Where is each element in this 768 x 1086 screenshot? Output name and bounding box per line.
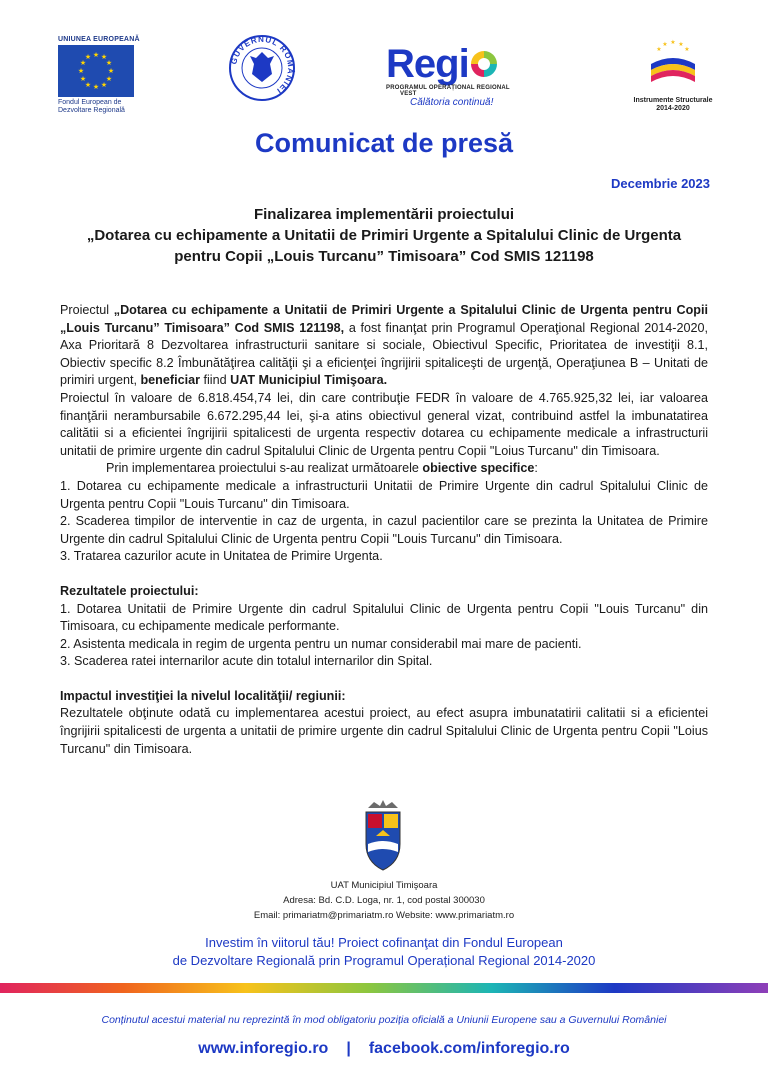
eu-logo-caption xyxy=(58,99,140,115)
svg-text:★: ★ xyxy=(100,81,108,89)
eu-logo xyxy=(58,36,140,115)
disclaimer: Conținutul acestui material nu reprezintă în mod obligatoriu poziția oficială a Uniunii Europene sau a Guvernului României xyxy=(101,1014,667,1026)
rainbow-divider xyxy=(0,983,768,993)
press-body xyxy=(60,302,708,758)
regio-subtitle-text: PROGRAMUL OPERAȚIONAL REGIONAL xyxy=(386,85,510,91)
svg-text:★: ★ xyxy=(656,46,662,53)
value-paragraph: Proiectul în valoare de 6.818.454,74 lei, din care contribuţie FEDR în valoare de 4.765.925,32 lei, iar valoarea finanţării nerambursabile 6.672.295,44 lei, şi-a atins obiectivul general vizat, contribuind astfel la imbunatatirea calitătii si a eficientei îngrijirii spitalicesti de urgenta respectiv dotarea cu echipamente medicale a infrastructurii unitatii de primire urgente din cadrul Spitalului Clinic de Urgenta pentru Copii "Loius Turcanu" din Timisoara. xyxy=(60,390,708,458)
contact-block xyxy=(0,878,768,923)
impact-heading: Impactul investiţiei la nivelul localităţii/ regiunii: xyxy=(60,688,346,703)
objectives-intro-text: Prin implementarea proiectului s-au realizat următoarele xyxy=(106,461,423,476)
headline-line: „Dotarea cu echipamente a Unitatii de Primiri Urgente a Spitalului Clinic de Urgenta xyxy=(86,227,682,244)
intro-paragraph xyxy=(60,302,708,390)
government-name: GUVERNUL ROMÂNIEI xyxy=(229,34,296,96)
eu-flag-icon xyxy=(58,45,134,97)
regio-o-icon xyxy=(469,49,499,79)
result-item: 3. Scaderea ratei internarilor acute din totalul internarilor din Spital. xyxy=(60,654,433,669)
svg-text:★: ★ xyxy=(105,59,113,67)
svg-text:★: ★ xyxy=(77,67,85,75)
intro-text: Proiectul xyxy=(60,303,114,317)
result-item: 2. Asistenta medicala in regim de urgenta pentru un numar considerabil mai mare de pacienti. xyxy=(60,636,582,651)
svg-text:★: ★ xyxy=(670,39,676,46)
beneficiary-label: beneficiar xyxy=(140,373,200,388)
eu-logo-title: UNIUNEA EUROPEANĂ xyxy=(58,36,140,43)
headline xyxy=(40,204,728,267)
facebook-link[interactable]: facebook.com/inforegio.ro xyxy=(368,1040,570,1057)
svg-text:★: ★ xyxy=(84,53,92,61)
objectives-label: obiective specifice xyxy=(422,461,535,476)
headline-line: pentru Copii „Louis Turcanu” Timisoara” Cod SMIS 121198 xyxy=(174,248,594,265)
footer-links xyxy=(0,1040,768,1058)
coat-of-arms-icon xyxy=(362,800,404,872)
regio-subtitle xyxy=(386,85,526,97)
regio-logo xyxy=(386,44,526,108)
beneficiary-name: UAT Municipiul Timişoara. xyxy=(230,373,388,388)
logo-bar xyxy=(0,30,768,120)
contact-info: Email: primariatm@primariatm.ro Website: www.primariatm.ro xyxy=(253,910,515,921)
government-logo xyxy=(228,34,296,102)
funding-line: Investim în viitorul tău! Proiect cofinanţat din Fondul European xyxy=(205,935,563,950)
is-caption-line: Instrumente Structurale xyxy=(633,97,713,104)
regio-wordmark: Regi xyxy=(386,42,469,86)
svg-text:★: ★ xyxy=(100,53,108,61)
structural-instruments-icon xyxy=(643,36,703,92)
objective-item: 3. Tratarea cazurilor acute in Unitatea de Primire Urgenta. xyxy=(60,549,383,564)
postal-address: Adresa: Bd. C.D. Loga, nr. 1, cod postal 300030 xyxy=(283,895,485,906)
result-item: 1. Dotarea Unitatii de Primire Urgente din cadrul Spitalului Clinic de Urgenta pentru Copii "Louis Turcanu" din Timisoara, cu echipamente medicale performante. xyxy=(60,601,708,634)
regio-region: VEST xyxy=(400,91,417,97)
svg-text:★: ★ xyxy=(105,75,113,83)
regio-tagline: Călătoria continuă! xyxy=(410,97,494,108)
objectives-intro-text: : xyxy=(534,461,538,476)
svg-text:★: ★ xyxy=(662,41,668,48)
website-link[interactable]: www.inforegio.ro xyxy=(198,1040,329,1057)
funding-line: de Dezvoltare Regională prin Programul Operațional Regional 2014-2020 xyxy=(172,953,596,968)
is-caption-line: 2014-2020 xyxy=(656,105,690,112)
structural-instruments-caption xyxy=(628,97,718,113)
release-date: Decembrie 2023 xyxy=(610,176,710,191)
objective-item: 1. Dotarea cu echipamente medicale a infrastructurii Unitatii de Primire Urgente din cadrul Spitalului Clinic de Urgenta pentru Copii "Louis Turcanu" din Timisoara. xyxy=(60,478,708,511)
intro-text: a fost finanţat prin Programul Operaţional Regional 2014-2020, Axa Prioritară 8 Dezvoltarea infrastructurii sanitare si sociale, Obiectivul Specific, Prioritatea de investiţii 8.1, Obiectiv specific 8.2 Îmbunătăţirea calităţii şi a eficienţei îngrijirii spitaliceşti de urgenţă, Operaţiunea B – Unitati de primiri urgent, xyxy=(60,320,708,388)
svg-text:★: ★ xyxy=(107,67,115,75)
intro-text: fiind xyxy=(199,373,231,388)
svg-text:★: ★ xyxy=(79,75,87,83)
svg-text:★: ★ xyxy=(79,59,87,67)
impact-text: Rezultatele obţinute odată cu implementarea acestui proiect, au efect asupra imbunatatirii calitatii si a eficientei îngrijirii spitalicesti de urgenta a unitatii de primire urgente din cadrul Spitalului Clinic de Urgenta pentru Copii "Loius Turcanu" din Timisoara. xyxy=(60,706,708,756)
link-separator: | xyxy=(346,1040,351,1057)
eu-caption-line: Dezvoltare Regională xyxy=(58,107,125,114)
eu-caption-line: Fondul European de xyxy=(58,99,122,106)
svg-text:★: ★ xyxy=(84,81,92,89)
results-heading: Rezultatele proiectului: xyxy=(60,583,199,598)
objectives-intro xyxy=(60,460,708,478)
svg-text:★: ★ xyxy=(92,51,100,59)
page-title: Comunicat de presă xyxy=(254,128,514,158)
headline-line: Finalizarea implementării proiectului xyxy=(253,206,515,223)
project-name: „Dotarea cu echipamente a Unitatii de Primiri Urgente a Spitalului Clinic de Urgenta pentru Copii „Louis Turcanu” Timisoara” Cod SMIS 121198, xyxy=(60,303,709,335)
objective-item: 2. Scaderea timpilor de interventie in caz de urgenta, in cazul pacientilor care se prezinta la Unitatea de Primire Urgente din cadrul Spitalului Clinic de Urgenta pentru Copii "Louis Turcanu" din Timisoara. xyxy=(60,514,708,546)
svg-text:★: ★ xyxy=(92,83,100,91)
svg-text:★: ★ xyxy=(684,46,690,53)
structural-instruments-logo xyxy=(628,36,718,113)
organization-name: UAT Municipiul Timişoara xyxy=(330,880,438,891)
svg-text:★: ★ xyxy=(678,41,684,48)
funding-statement xyxy=(0,934,768,970)
